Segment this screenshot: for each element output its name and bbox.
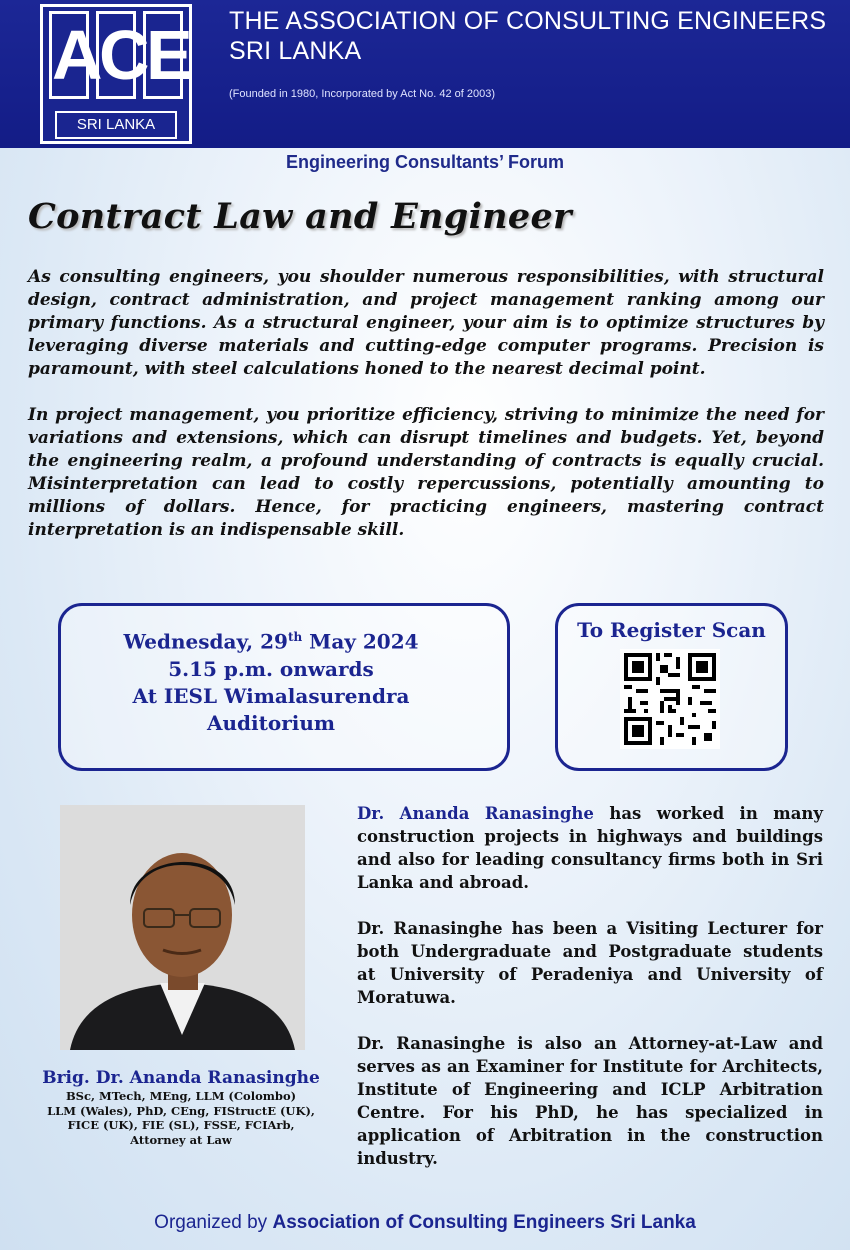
speaker-photo — [60, 805, 305, 1050]
intro-text — [28, 266, 824, 565]
register-title: To Register Scan — [577, 618, 766, 642]
bio-paragraph-1-text: has worked in many construction projects in highways and buildings and also for leading consultancy firms both in Sri Lanka and abroad. — [357, 804, 823, 892]
logo-letter-c: C — [96, 11, 136, 99]
bio-paragraph-2: Dr. Ranasinghe has been a Visiting Lecturer for both Undergraduate and Postgraduate students at University of Peradeniya and University of Moratuwa. — [357, 919, 823, 1007]
event-date-sup: th — [287, 630, 303, 644]
speaker-cred-line: Attorney at Law — [130, 1132, 232, 1147]
event-venue-line2: Auditorium — [206, 710, 336, 735]
logo-letter-a: A — [49, 11, 89, 99]
register-box — [555, 603, 788, 771]
founded-note: (Founded in 1980, Incorporated by Act No. 42 of 2003) — [229, 88, 496, 100]
organization-name — [229, 6, 826, 66]
intro-paragraph-2: In project management, you prioritize efficiency, striving to minimize the need for variations and extensions, which can disrupt timelines and budgets. Yet, beyond the engineering realm, a profound understanding of contracts is equally crucial. Misinterpretation can lead to costly repercussions, potentially amounting to millions of dollars. Hence, for practicing engineers, mastering contract interpretation is an indispensable skill. — [28, 405, 824, 540]
event-details-box — [58, 603, 510, 771]
bio-speaker-name: Dr. Ananda Ranasinghe — [357, 804, 594, 823]
organization-name-line1: THE ASSOCIATION OF CONSULTING ENGINEERS — [229, 7, 827, 35]
event-date-prefix: Wednesday, 29 — [123, 629, 288, 654]
speaker-credentials — [20, 1089, 342, 1147]
speaker-cred-line: LLM (Wales), PhD, CEng, FIStructE (UK), — [47, 1103, 315, 1118]
logo-subtitle: SRI LANKA — [55, 111, 177, 139]
footer-organization: Association of Consulting Engineers Sri Lanka — [272, 1212, 696, 1233]
footer-prefix: Organized by — [154, 1212, 273, 1233]
speaker-cred-line: FICE (UK), FIE (SL), FSSE, FCIArb, — [67, 1118, 295, 1132]
bio-paragraph-3: Dr. Ranasinghe is also an Attorney-at-Law and serves as an Examiner for Institute for Architects, Institute of Engineering and ICLP Arbitration Centre. For his PhD, he has specialized in application of Arbitration in the construction industry. — [357, 1034, 823, 1168]
bio-paragraph-1 — [357, 802, 823, 894]
qr-code[interactable] — [620, 649, 720, 749]
event-date — [61, 624, 481, 656]
speaker-bio — [357, 802, 823, 1193]
header-banner — [0, 0, 850, 148]
qr-code-graphic — [620, 649, 720, 749]
event-venue-line1: At IESL Wimalasurendra — [132, 683, 410, 708]
logo-letter-e: E — [143, 11, 183, 99]
event-time: 5.15 p.m. onwards — [168, 656, 374, 681]
page-title: Contract Law and Engineer — [28, 196, 572, 237]
ace-logo — [40, 4, 192, 144]
speaker-cred-line: BSc, MTech, MEng, LLM (Colombo) — [65, 1089, 297, 1103]
intro-paragraph-1: As consulting engineers, you shoulder numerous responsibilities, with structural design, contract administration, and project management ranking among our primary functions. As a structural engineer, your aim is to optimize structures by leveraging diverse materials and cutting-edge computer programs. Precision is paramount, with steel calculations honed to the nearest decimal point. — [28, 267, 824, 379]
speaker-name: Brig. Dr. Ananda Ranasinghe — [42, 1068, 320, 1088]
speaker-portrait — [60, 805, 305, 1050]
event-date-suffix: May 2024 — [302, 629, 419, 654]
footer-organizer — [0, 1212, 850, 1234]
organization-name-line2: SRI LANKA — [229, 37, 362, 65]
forum-heading: Engineering Consultants’ Forum — [285, 152, 564, 172]
